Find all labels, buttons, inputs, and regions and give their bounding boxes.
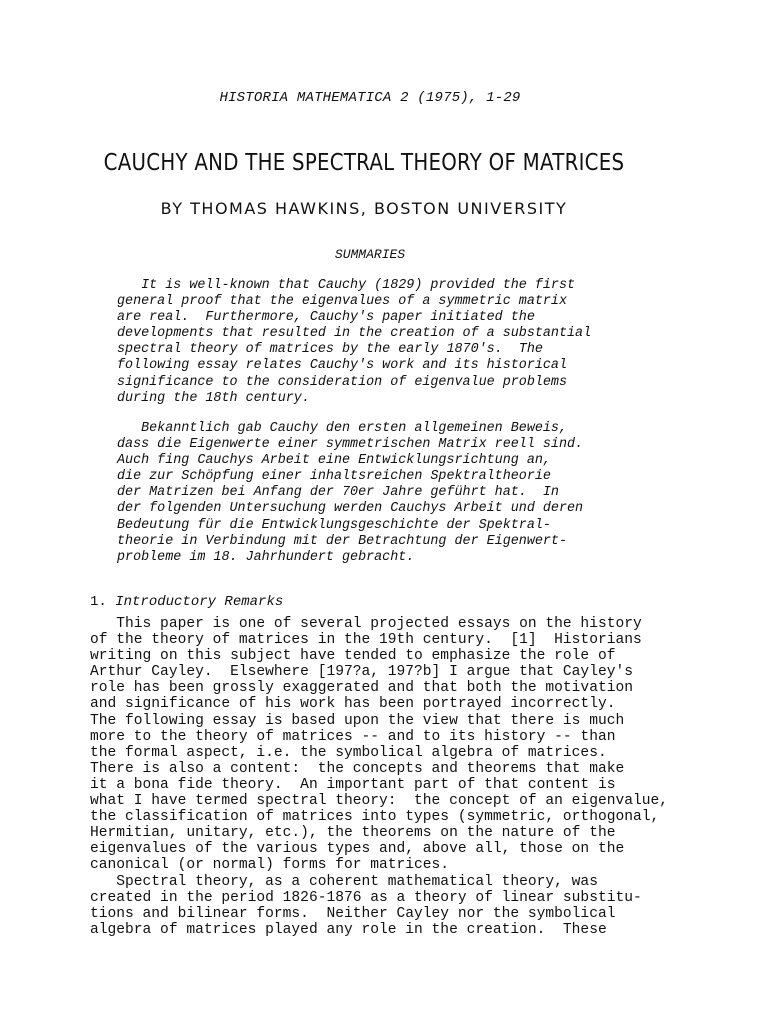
- section-number: 1.: [90, 594, 107, 610]
- summaries-heading: SUMMARIES: [334, 247, 406, 262]
- journal-reference: HISTORIA MATHEMATICA 2 (1975), 1-29: [219, 90, 521, 106]
- section-heading: [90, 594, 283, 610]
- body-text: This paper is one of several projected essays on the history of the theory of matrices in the 19th century. [1] Historians writing on this subject have tended to emphasize the role of Arthur Cayley. Elsewhere [197?a, 197?b] I argue that Cayley's role has been grossly exaggerated and that both the motivation and significance of his work has been portrayed incorrectly. The following essay is based upon the view that there is much more to the theory of matrices -- and to its history -- than the formal aspect, i.e. the symbolical algebra of matrices. There is also a content: the concepts and theorems that make it a bona fide theory. An important part of that content is what I have termed spectral theory: the concept of an eigenvalue, the classification of matrices into types (symmetric, orthogonal, Hermitian, unitary, etc.), the theorems on the nature of the eigenvalues of the various types and, above all, those on the canonical (or normal) forms for matrices. Spectral theory, as a coherent mathematical theory, was created in the period 1826-1876 as a theory of linear substitu- tions and bilinear forms. Neither Cayley nor the symbolical algebra of matrices played any role in the creation. These: [90, 616, 669, 938]
- author-byline: BY THOMAS HAWKINS, BOSTON UNIVERSITY: [160, 199, 568, 218]
- paper-title: CAUCHY AND THE SPECTRAL THEORY OF MATRICES: [103, 150, 625, 176]
- summary-german: Bekanntlich gab Cauchy den ersten allgemeinen Beweis, dass die Eigenwerte einer symmetrischen Matrix reell sind. Auch fing Cauchys Arbeit eine Entwicklungsrichtung an, die zur Schöpfung einer inhaltsreichen Spektraltheorie der Matrizen bei Anfang der 70er Jahre geführt hat. In der folgenden Untersuchung werden Cauchys Arbeit und deren Bedeutung für die Entwicklungsgeschichte der Spektral- theorie in Verbindung mit der Betrachtung der Eigenwert- probleme im 18. Jahrhundert gebracht.: [117, 421, 584, 565]
- summary-english: It is well-known that Cauchy (1829) provided the first general proof that the eigenvalues of a symmetric matrix are real. Furthermore, Cauchy's paper initiated the developments that resulted in the creation of a substantial spectral theory of matrices by the early 1870's. The following essay relates Cauchy's work and its historical significance to the consideration of eigenvalue problems during the 18th century.: [117, 278, 592, 406]
- section-title: Introductory Remarks: [115, 594, 284, 610]
